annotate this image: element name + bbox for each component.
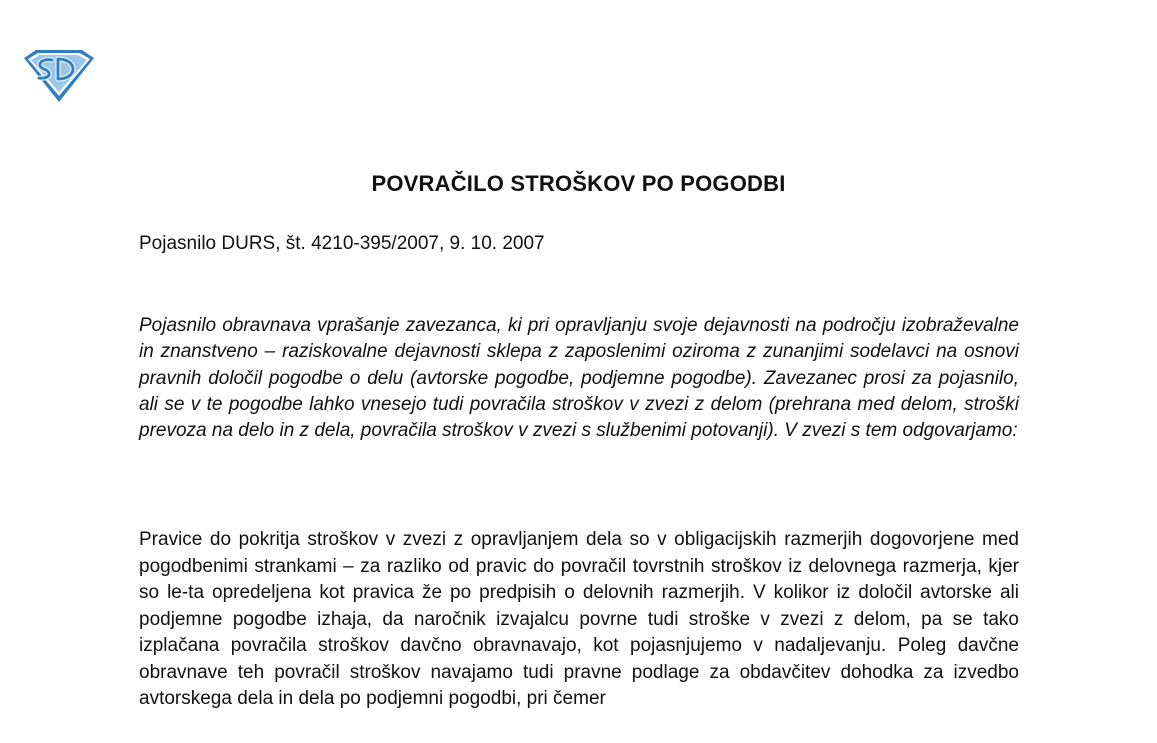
body-paragraph: Pravice do pokritja stroškov v zvezi z opravljanjem dela so v obligacijskih razmerjih dogovorjene med pogodbenimi strankami – za razliko od pravic do povračil tovrstnih stroškov iz delovnega razmerja, kjer so le-ta opredeljena kot pravica že po predpisih o delovnih razmerjih. V kolikor iz določil avtorske ali podjemne pogodbe izhaja, da naročnik izvajalcu povrne tudi stroške v zvezi z delom, pa se tako izplačana povračila stroškov davčno obravnavajo, kot pojasnjujemo v nadaljevanju. Poleg davčne obravnave teh povračil stroškov navajamo tudi pravne podlage za obdavčitev dohodka za izvedbo avtorskega dela in dela po podjemni pogodbi, pri čemer: [139, 529, 1019, 709]
document-title: POVRAČILO STROŠKOV PO POGODBI: [371, 171, 786, 196]
shield-logo-icon: [22, 48, 96, 104]
company-logo: [22, 48, 96, 104]
document-reference: Pojasnilo DURS, št. 4210-395/2007, 9. 10. 2007: [139, 233, 545, 254]
intro-paragraph: Pojasnilo obravnava vprašanje zavezanca, ki pri opravljanju svoje dejavnosti na področju izobraževalne in znanstveno – raziskovalne dejavnosti sklepa z zaposlenimi oziroma z zunanjimi sodelavci na osnovi pravnih določil pogodbe o delu (avtorske pogodbe, podjemne pogodbe). Zavezanec prosi za pojasnilo, ali se v te pogodbe lahko vnesejo tudi povračila stroškov v zvezi z delom (prehrana med delom, stroški prevoza na delo in z dela, povračila stroškov v zvezi s službenimi potovanji). V zvezi s tem odgovarjamo:: [139, 315, 1019, 442]
